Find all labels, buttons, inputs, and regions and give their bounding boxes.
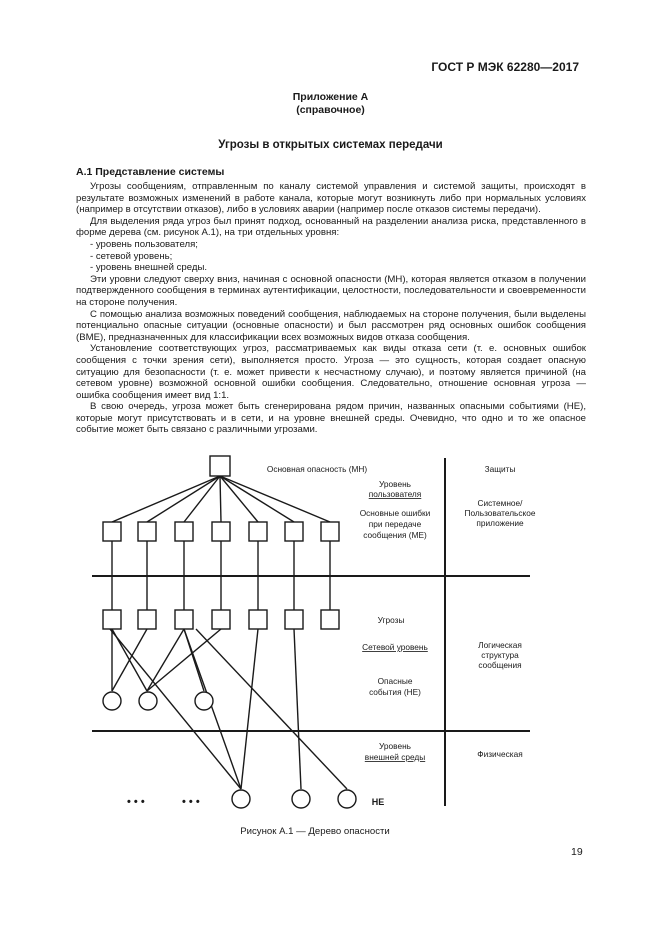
ne-node bbox=[292, 790, 310, 808]
ellipsis-right: • • • bbox=[182, 796, 200, 808]
main-hazard-label: Основная опасность (МН) bbox=[266, 464, 368, 474]
bme-node bbox=[321, 522, 339, 541]
system-app-label: Системное/ bbox=[477, 498, 523, 508]
hazard-tree-figure bbox=[90, 450, 560, 827]
page-header-standard: ГОСТ Р МЭК 62280—2017 bbox=[431, 60, 579, 74]
he-node bbox=[195, 692, 213, 710]
user-level-label: Уровень bbox=[379, 479, 411, 489]
paragraph: Эти уровни следуют сверху вниз, начиная с основной опасности (МН), которая является отказом в получении подтвержденного сообщения в терминах аутентификации, целостности, последовательности и своевременности на стороне получения. bbox=[76, 273, 586, 308]
hazard-tree-diagram bbox=[90, 450, 560, 822]
threats-label: Угрозы bbox=[377, 615, 405, 625]
bme-node bbox=[138, 522, 156, 541]
env-level-label: Уровень bbox=[379, 741, 411, 751]
main-hazard-node bbox=[210, 456, 230, 476]
ne-node bbox=[338, 790, 356, 808]
he-label: Опасные bbox=[377, 676, 413, 686]
env-level-label: внешней среды bbox=[364, 752, 426, 762]
bme-label: сообщения (МЕ) bbox=[363, 530, 427, 540]
bme-label: при передаче bbox=[368, 519, 422, 529]
annex-title: Приложение А bbox=[292, 91, 369, 103]
he-node bbox=[103, 692, 121, 710]
threat-node bbox=[249, 610, 267, 629]
bme-node bbox=[212, 522, 230, 541]
he-node bbox=[139, 692, 157, 710]
body-text bbox=[76, 181, 586, 436]
logical-structure-label: сообщения bbox=[478, 660, 522, 670]
system-app-label: Пользовательское bbox=[464, 508, 536, 518]
paragraph: Установление соответствующих угроз, рассматриваемых как виды отказа сети (т. е. основных ошибок сообщения с точки зрения сети), выполняется просто. Угроза — это сущность, которая создает опасную ситуацию для безопасности (т. е. может привести к несчастному случаю), и поэтому является причиной (на сетевом уровне) возможной основной ошибки сообщения. Следовательно, отношение основная угроза — ошибка сообщения имеет вид 1:1. bbox=[76, 343, 586, 401]
threat-node bbox=[175, 610, 193, 629]
ellipsis-left: • • • bbox=[127, 796, 145, 808]
ne-nodes bbox=[232, 790, 356, 808]
paragraph: Угрозы сообщениям, отправленным по каналу системой управления и системой защиты, происходят в результате возможных изменений в работе канала, которые могут возникнуть либо при нормальных условиях (например в отсутствии отказов), либо в условиях аварии (например после отказов системы передачи). bbox=[76, 181, 586, 216]
ne-node bbox=[232, 790, 250, 808]
list-item: - уровень внешней среды. bbox=[90, 262, 208, 274]
threat-node bbox=[321, 610, 339, 629]
threat-node bbox=[103, 610, 121, 629]
annex-heading bbox=[0, 91, 661, 117]
threat-node bbox=[138, 610, 156, 629]
page-number: 19 bbox=[571, 846, 583, 858]
he-nodes bbox=[103, 692, 213, 710]
threat-nodes bbox=[103, 610, 339, 629]
list-item: - уровень пользователя; bbox=[90, 238, 198, 250]
list-item: - сетевой уровень; bbox=[90, 250, 173, 262]
figure-caption: Рисунок А.1 — Дерево опасности bbox=[240, 826, 390, 837]
bme-label: Основные ошибки bbox=[359, 508, 431, 518]
he-label: события (НЕ) bbox=[369, 687, 421, 697]
threat-node bbox=[212, 610, 230, 629]
bme-node bbox=[249, 522, 267, 541]
network-level-label: Сетевой уровень bbox=[362, 642, 428, 652]
paragraph: С помощью анализа возможных поведений сообщения, наблюдаемых на стороне получения, были выделены потенциально опасные ситуации (основные опасности) и был рассмотрен ряд основных ошибок сообщения (ВМЕ), предназначенных для классификации всех возможных видов отказа сообщения. bbox=[76, 308, 586, 343]
physical-label: Физическая bbox=[477, 749, 523, 759]
paragraph: В свою очередь, угроза может быть сгенерирована рядом причин, названных опасными событиями (НЕ), которые могут присутствовать и в сети, и на уровне внешней среды. Очевидно, что одно и то же опасное событие может быть связано с различными угрозами. bbox=[76, 401, 586, 436]
bme-node bbox=[175, 522, 193, 541]
bme-node bbox=[103, 522, 121, 541]
ne-label: НЕ bbox=[371, 797, 385, 807]
bme-node bbox=[285, 522, 303, 541]
defenses-label: Защиты bbox=[484, 464, 516, 474]
bme-nodes bbox=[103, 522, 339, 541]
logical-structure-label: структура bbox=[481, 650, 519, 660]
annex-subtitle: (справочное) bbox=[296, 104, 365, 116]
user-level-label: пользователя bbox=[368, 489, 422, 499]
threat-node bbox=[285, 610, 303, 629]
logical-structure-label: Логическая bbox=[478, 640, 522, 650]
system-app-label: приложение bbox=[476, 518, 524, 528]
subsection-title: А.1 Представление системы bbox=[76, 166, 225, 178]
section-title: Угрозы в открытых системах передачи bbox=[218, 139, 443, 151]
paragraph: Для выделения ряда угроз был принят подход, основанный на разделении анализа риска, представленного в форме дерева (см. рисунок А.1), на три отдельных уровня: bbox=[76, 215, 586, 239]
